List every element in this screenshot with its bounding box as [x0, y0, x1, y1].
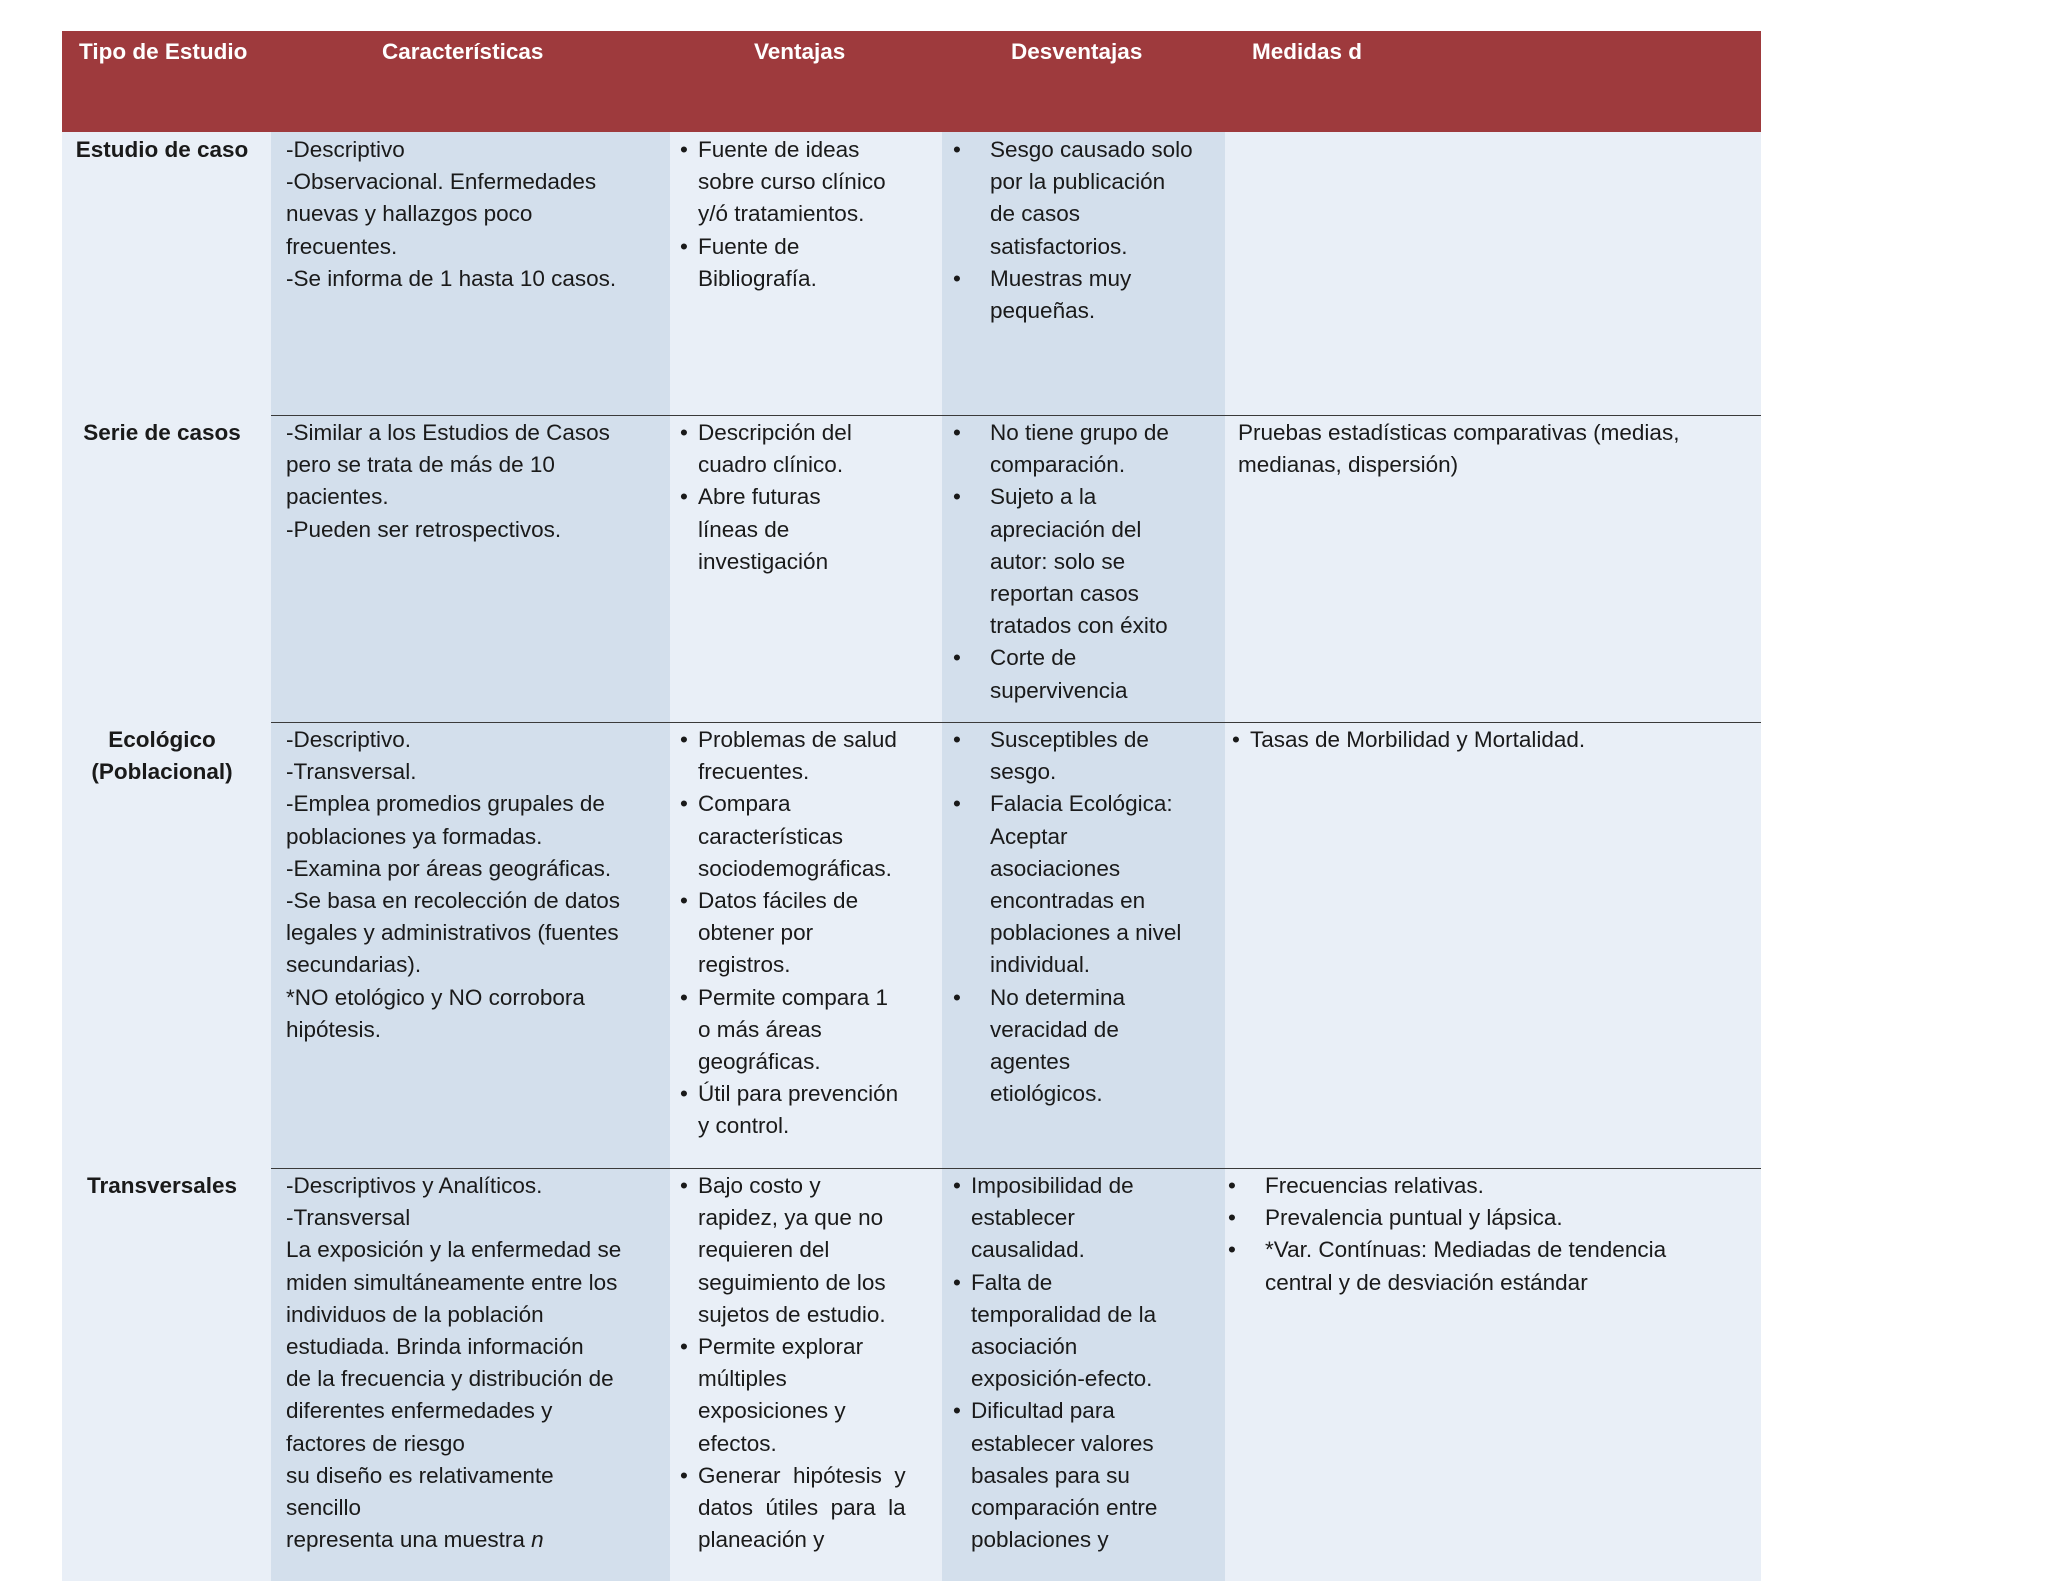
list-item	[680, 1078, 898, 1142]
cell-line: poblaciones y	[971, 1527, 1109, 1553]
cell-line: exposiciones y	[698, 1398, 846, 1424]
row-divider	[271, 415, 1761, 416]
cell-line: Permite compara 1	[698, 984, 889, 1010]
cell-line: Frecuencias relativas.	[1265, 1173, 1484, 1198]
bullet-icon: •	[1232, 727, 1240, 752]
cell-line: nuevas y hallazgos poco	[286, 201, 533, 227]
desventajas-cell	[953, 417, 1169, 707]
cell-line: secundarias).	[286, 952, 422, 978]
cell-line: Prevalencia puntual y lápsica.	[1265, 1205, 1563, 1231]
list-item	[1228, 1170, 1666, 1202]
row-divider	[271, 1168, 1761, 1169]
bullet-icon: •	[953, 137, 961, 162]
cell-line: *Var. Contínuas: Mediadas de tendencia	[1265, 1237, 1667, 1263]
cell-line: satisfactorios.	[990, 233, 1128, 259]
cell-line: -Pueden ser retrospectivos.	[286, 516, 562, 542]
cell-line: sencillo	[286, 1495, 362, 1521]
cell-line: por la publicación	[990, 169, 1166, 195]
caracteristicas-cell	[286, 417, 610, 546]
row-title	[62, 417, 262, 449]
row-title-line: Estudio de caso	[75, 137, 249, 162]
cell-line: -Observacional. Enfermedades	[286, 169, 597, 195]
caracteristicas-cell	[286, 1170, 621, 1556]
cell-line: causalidad.	[971, 1237, 1085, 1263]
table-row	[62, 722, 1761, 1168]
bullet-icon: •	[680, 420, 688, 445]
cell-line: apreciación del	[990, 516, 1142, 542]
list-item	[680, 417, 852, 481]
cell-line-with-italic	[286, 1524, 621, 1556]
list-item	[680, 982, 898, 1079]
cell-line: poblaciones a nivel	[990, 920, 1182, 946]
bullet-icon: •	[680, 233, 688, 259]
desventajas-cell	[953, 1170, 1157, 1556]
header-desventajas: Desventajas	[1011, 39, 1143, 64]
cell-line: Sujeto a la	[990, 484, 1097, 510]
list-item	[680, 1331, 906, 1460]
cell-line: datos útiles para la	[698, 1495, 906, 1521]
cell-line: legales y administrativos (fuentes	[286, 920, 619, 946]
row-title-line: Serie de casos	[83, 420, 241, 445]
bullet-icon: •	[953, 420, 961, 445]
header-ventajas: Ventajas	[754, 39, 846, 64]
ventajas-cell	[680, 724, 898, 1143]
list-item	[1228, 1202, 1666, 1234]
bullet-icon: •	[1228, 1237, 1236, 1263]
cell-line: frecuentes.	[286, 233, 398, 259]
row-title	[62, 724, 262, 788]
cell-line: -Descriptivo.	[286, 727, 412, 752]
cell-line: -Transversal	[286, 1205, 411, 1231]
bullet-icon: •	[680, 1462, 688, 1488]
cell-line: -Descriptivos y Analíticos.	[286, 1173, 543, 1198]
bullet-icon: •	[953, 1173, 961, 1198]
cell-line: Bajo costo y	[698, 1173, 821, 1198]
desventajas-cell	[953, 134, 1193, 327]
ventajas-cell	[680, 1170, 906, 1556]
table-row	[62, 132, 1761, 415]
cell-line: central y de desviación estándar	[1265, 1269, 1588, 1295]
cell-line: rapidez, ya que no	[698, 1205, 884, 1231]
bullet-icon: •	[953, 727, 961, 752]
list-item	[953, 788, 1181, 981]
header-tipo: Tipo de Estudio	[79, 39, 248, 64]
cell-line: diferentes enfermedades y	[286, 1398, 553, 1424]
medidas-cell	[1232, 724, 1585, 756]
cell-line: Dificultad para	[971, 1398, 1115, 1424]
list-item	[953, 134, 1193, 263]
cell-line: Aceptar	[990, 823, 1068, 849]
bullet-icon: •	[953, 265, 961, 291]
cell-line: investigación	[698, 548, 829, 574]
cell-line: Fuente de	[698, 233, 800, 259]
cell-line: Tasas de Morbilidad y Mortalidad.	[1250, 727, 1586, 752]
cell-line: sociodemográficas.	[698, 855, 892, 881]
cell-line: Susceptibles de	[990, 727, 1149, 752]
row-title	[62, 1170, 262, 1202]
cell-line: -Se informa de 1 hasta 10 casos.	[286, 265, 617, 291]
bullet-icon: •	[680, 984, 688, 1010]
bullet-icon: •	[680, 1173, 688, 1198]
cell-line: obtener por	[698, 920, 814, 946]
cell-line: reportan casos	[990, 581, 1139, 607]
cell-line: agentes	[990, 1049, 1071, 1075]
list-item	[680, 885, 898, 982]
bullet-icon: •	[953, 484, 961, 510]
cell-line: encontradas en	[990, 888, 1146, 914]
table-header	[62, 31, 1761, 132]
list-item	[680, 788, 898, 885]
cell-line: sujetos de estudio.	[698, 1301, 886, 1327]
cell-line: Falta de	[971, 1269, 1053, 1295]
cell-line: basales para su	[971, 1462, 1130, 1488]
cell-line: -Examina por áreas geográficas.	[286, 855, 612, 881]
bullet-icon: •	[953, 791, 961, 817]
table-row	[62, 1168, 1761, 1581]
list-item	[680, 231, 886, 295]
list-item	[953, 1267, 1157, 1396]
cell-line: o más áreas	[698, 1016, 822, 1042]
cell-line: asociación	[971, 1334, 1078, 1360]
medidas-cell	[1238, 417, 1679, 481]
cell-line: comparación.	[990, 452, 1126, 478]
cell-line: establecer valores	[971, 1430, 1154, 1456]
list-item	[680, 1460, 906, 1557]
cell-line: veracidad de	[990, 1016, 1119, 1042]
cell-line-text: representa una muestra	[286, 1527, 525, 1553]
cell-line: efectos.	[698, 1430, 777, 1456]
cell-line: Sesgo causado solo	[990, 137, 1193, 162]
list-item	[680, 1170, 906, 1331]
cell-line: de casos	[990, 201, 1081, 227]
cell-line: -Similar a los Estudios de Casos	[286, 420, 610, 445]
bullet-icon: •	[680, 888, 688, 914]
cell-line: pacientes.	[286, 484, 389, 510]
cell-line: establecer	[971, 1205, 1075, 1231]
cell-line: Útil para prevención	[698, 1081, 899, 1107]
cell-line: exposición-efecto.	[971, 1366, 1153, 1392]
cell-line: etiológicos.	[990, 1081, 1103, 1107]
cell-line: su diseño es relativamente	[286, 1462, 554, 1488]
cell-line: registros.	[698, 952, 791, 978]
cell-line: Muestras muy	[990, 265, 1132, 291]
list-item	[680, 481, 852, 578]
bullet-icon: •	[953, 1398, 961, 1424]
bullet-icon: •	[680, 727, 688, 752]
ventajas-cell	[680, 134, 886, 295]
cell-line: Problemas de salud	[698, 727, 897, 752]
cell-line: requieren del	[698, 1237, 830, 1263]
cell-line: seguimiento de los	[698, 1269, 886, 1295]
row-title	[62, 134, 262, 166]
italic-n: n	[531, 1527, 544, 1553]
medidas-cell	[1228, 1170, 1666, 1299]
cell-line: -Emplea promedios grupales de	[286, 791, 605, 817]
cell-line: sesgo.	[990, 759, 1057, 785]
list-item	[1228, 1234, 1666, 1298]
cell-line: geográficas.	[698, 1049, 821, 1075]
bullet-icon: •	[680, 484, 688, 510]
bullet-icon: •	[1228, 1205, 1236, 1231]
desventajas-cell	[953, 724, 1181, 1110]
cell-line: factores de riesgo	[286, 1430, 465, 1456]
row-title-line: (Poblacional)	[91, 759, 233, 785]
cell-line: supervivencia	[990, 677, 1128, 703]
bullet-icon: •	[680, 1081, 688, 1107]
cell-line: poblaciones ya formadas.	[286, 823, 543, 849]
cell-line: líneas de	[698, 516, 790, 542]
cell-line: Descripción del	[698, 420, 852, 445]
cell-line: Abre futuras	[698, 484, 821, 510]
cell-line: de la frecuencia y distribución de	[286, 1366, 614, 1392]
cell-line: características	[698, 823, 844, 849]
cell-line: y control.	[698, 1113, 790, 1139]
cell-line: individual.	[990, 952, 1091, 978]
cell-line: sobre curso clínico	[698, 169, 886, 195]
cell-line: No tiene grupo de	[990, 420, 1169, 445]
cell-line: Pruebas estadísticas comparativas (medias,	[1238, 420, 1680, 445]
row-title-line: Ecológico	[108, 727, 216, 752]
cell-line: hipótesis.	[286, 1016, 382, 1042]
bullet-icon: •	[953, 645, 961, 671]
cell-line: -Transversal.	[286, 759, 417, 785]
cell-line: múltiples	[698, 1366, 787, 1392]
cell-line: -Se basa en recolección de datos	[286, 888, 620, 914]
bullet-icon: •	[1228, 1173, 1236, 1198]
cell-line: y/ó tratamientos.	[698, 201, 865, 227]
cell-line: tratados con éxito	[990, 613, 1168, 639]
list-item	[953, 1395, 1157, 1556]
cell-line: Corte de	[990, 645, 1077, 671]
list-item	[680, 134, 886, 231]
cell-line: cuadro clínico.	[698, 452, 844, 478]
list-item	[953, 724, 1181, 788]
cell-line: estudiada. Brinda información	[286, 1334, 584, 1360]
cell-line: Compara	[698, 791, 791, 817]
cell-line: frecuentes.	[698, 759, 810, 785]
table-row	[62, 415, 1761, 722]
cell-line: individuos de la población	[286, 1301, 544, 1327]
list-item	[680, 724, 898, 788]
caracteristicas-cell	[286, 724, 620, 1046]
cell-line: -Descriptivo	[286, 137, 405, 162]
caracteristicas-cell	[286, 134, 616, 295]
list-item	[953, 417, 1169, 481]
ventajas-cell	[680, 417, 852, 578]
cell-line: medianas, dispersión)	[1238, 452, 1459, 478]
cell-line: pero se trata de más de 10	[286, 452, 555, 478]
cell-line: Imposibilidad de	[971, 1173, 1134, 1198]
cell-line: Falacia Ecológica:	[990, 791, 1173, 817]
cell-line: asociaciones	[990, 855, 1121, 881]
list-item	[953, 263, 1193, 327]
list-item	[953, 481, 1169, 642]
list-item	[953, 1170, 1157, 1267]
cell-line: pequeñas.	[990, 298, 1096, 324]
bullet-icon: •	[680, 791, 688, 817]
cell-line: comparación entre	[971, 1495, 1158, 1521]
bullet-icon: •	[680, 1334, 688, 1360]
bullet-icon: •	[953, 984, 961, 1010]
cell-line: Permite explorar	[698, 1334, 864, 1360]
cell-line: Fuente de ideas	[698, 137, 860, 162]
header-medidas: Medidas d	[1252, 39, 1363, 64]
list-item	[1232, 724, 1585, 756]
cell-line: Generar hipótesis y	[698, 1462, 906, 1488]
header-caracteristicas: Características	[382, 39, 544, 64]
cell-line: *NO etológico y NO corrobora	[286, 984, 585, 1010]
cell-line: Bibliografía.	[698, 265, 817, 291]
cell-line: No determina	[990, 984, 1126, 1010]
row-divider	[271, 722, 1761, 723]
cell-line: miden simultáneamente entre los	[286, 1269, 618, 1295]
cell-line: autor: solo se	[990, 548, 1126, 574]
bullet-icon: •	[680, 137, 688, 162]
cell-line: Datos fáciles de	[698, 888, 859, 914]
bullet-icon: •	[953, 1269, 961, 1295]
list-item	[953, 642, 1169, 706]
cell-line: temporalidad de la	[971, 1301, 1157, 1327]
row-title-line: Transversales	[86, 1173, 238, 1198]
cell-line: planeación y	[698, 1527, 825, 1553]
cell-line: La exposición y la enfermedad se	[286, 1237, 622, 1263]
list-item	[953, 982, 1181, 1111]
